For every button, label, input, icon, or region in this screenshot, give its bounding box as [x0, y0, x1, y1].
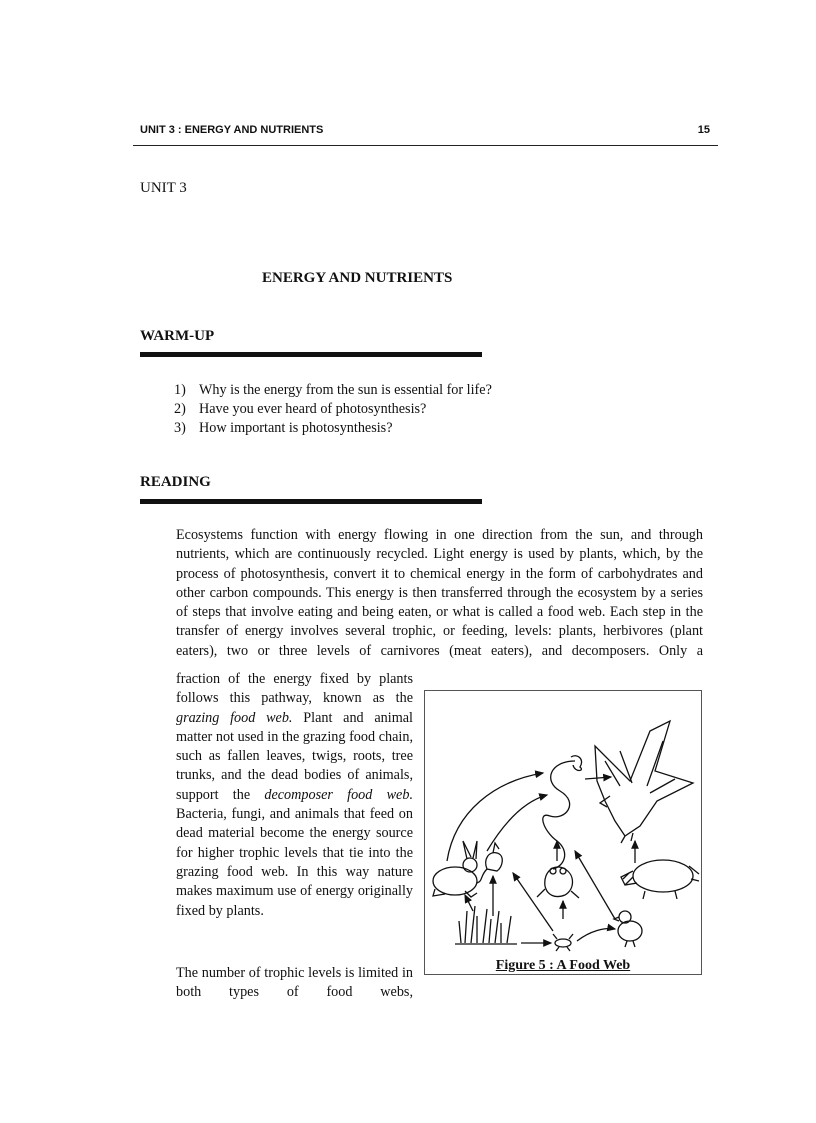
food-web-illustration — [425, 691, 701, 974]
grass-drawing — [455, 906, 517, 944]
reading-paragraph-2: fraction of the energy fixed by plants follows this pathway, known as the grazing food web. Plant and animal matter not used in the grazing food chain, such as fallen leaves, twigs, roots, tree trunks, and the dead bodies of animals, support the decomposer food web. Bacteria, fungi, and animals that feed on dead material become the energy source for higher trophic levels that tie into the grazing food web. In this way nature makes maximum use of energy originally fixed by plants. — [176, 671, 413, 919]
reading-heading: READING — [140, 474, 211, 490]
reading-heading-bar — [140, 499, 482, 504]
food-web-figure — [424, 690, 702, 975]
chick-drawing — [614, 911, 642, 947]
running-header-title: UNIT 3 : ENERGY AND NUTRIENTS — [140, 124, 324, 136]
figure-caption: Figure 5 : A Food Web — [495, 958, 631, 973]
warmup-heading: WARM-UP — [140, 328, 215, 344]
page-title: ENERGY AND NUTRIENTS — [262, 270, 453, 286]
raccoon-drawing — [621, 860, 699, 899]
mouse-drawing — [477, 843, 502, 883]
reading-paragraph-1: Ecosystems function with energy flowing in one direction from the sun, and through nutrients, which are continuously recycled. Light energy is used by plants, which, by the process of photosynthesis, convert it to chemical energy in the form of carbohydrates and other carbon compounds. This energy is then transferred through the ecosystem by a series of steps that involve eating and being eaten, or what is called a food web. Each step in the transfer of energy involves several trophic, or feeding, levels: plants, herbivores (plant eaters), two or three levels of carnivores (meat eaters), and decomposers. Only a — [176, 527, 703, 659]
warmup-question-list — [174, 381, 492, 438]
list-item: 3) How important is photosynthesis? — [174, 420, 393, 436]
reading-paragraph-3: The number of trophic levels is limited in both types of food webs, — [176, 965, 413, 1001]
warmup-heading-bar — [140, 352, 482, 357]
list-item: 1) Why is the energy from the sun is essential for life? — [174, 382, 492, 398]
insect-drawing — [553, 934, 573, 951]
eagle-drawing — [595, 721, 693, 843]
page-number: 15 — [697, 124, 710, 136]
frog-drawing — [537, 867, 579, 898]
list-item: 2) Have you ever heard of photosynthesis? — [174, 401, 427, 417]
rabbit-drawing — [433, 841, 477, 897]
header-divider — [133, 145, 718, 146]
unit-label: UNIT 3 — [140, 180, 187, 196]
